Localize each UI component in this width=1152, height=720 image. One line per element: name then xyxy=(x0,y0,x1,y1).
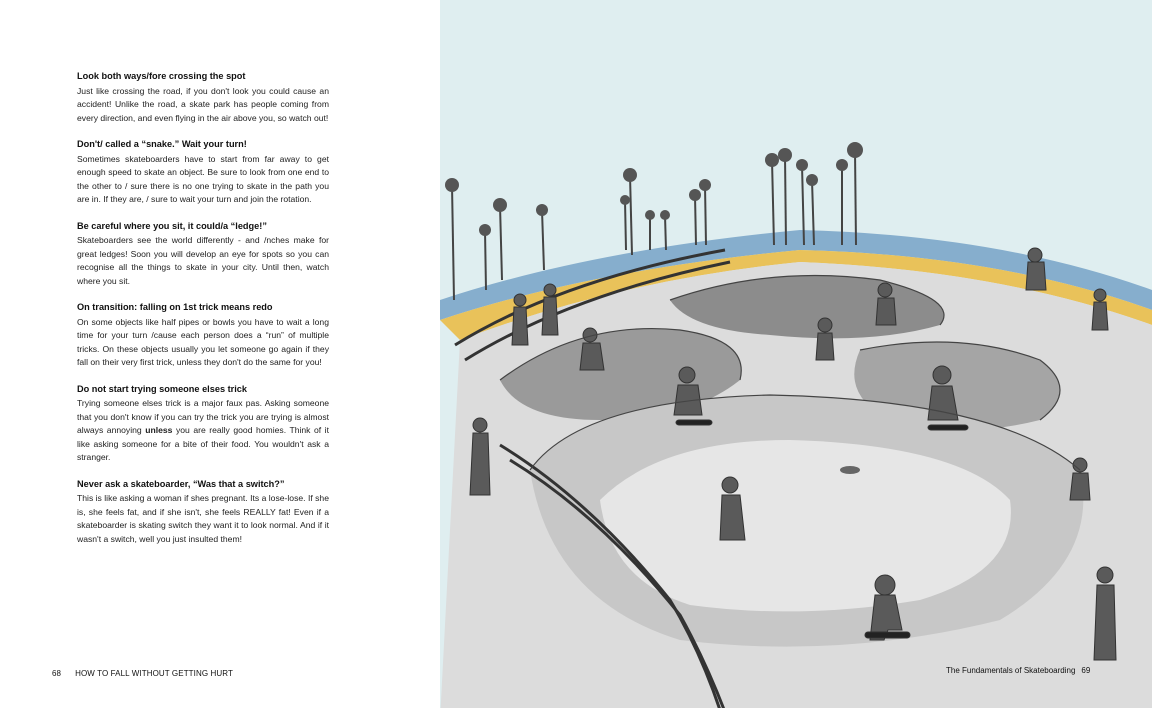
section-heading: Be careful where you sit, it could/a “ledge!” xyxy=(77,220,267,231)
page-number: 69 xyxy=(1081,666,1091,675)
skater-body xyxy=(720,495,745,540)
spectator-head xyxy=(544,284,556,296)
skater-head xyxy=(722,477,738,493)
bowl-drain xyxy=(840,466,860,474)
skater-body xyxy=(876,298,896,325)
body-text: you are really good homies. Think of it like asking someone for a bite of their food. You wouldn't ask a stranger. xyxy=(77,425,329,462)
section-ledge xyxy=(77,220,329,289)
right-page-footer xyxy=(946,666,1090,675)
section-heading: On transition: falling on 1st trick means redo xyxy=(77,302,273,312)
section-body: This is like asking a woman if shes pregnant. Its a lose-lose. If she is, she feels fat, and if she isn't, she feels REALLY fat! Even if a skateboarder is skating switch they want it to look normal. And if it wasn't a switch, well you just insulted them! xyxy=(77,493,329,544)
section-body: On some objects like half pipes or bowls you have to wait a long time for your turn /cause each person does a “run” of multiple tricks. On these objects usually you let someone go again if they fall on their very first trick, unless they don't do the same for you! xyxy=(77,316,329,367)
book-title: The Fundamentals of Skateboarding xyxy=(946,666,1076,675)
section-body: Skateboarders see the world differently - and /nches make for great ledges! Soon you will develop an eye for spots so you can recognise all the things to skate in your city. Until then, watch where you sit. xyxy=(77,235,329,286)
skater-body xyxy=(816,333,834,360)
skater-head xyxy=(818,318,832,332)
spectator-head xyxy=(514,294,526,306)
skater-body xyxy=(1070,473,1090,500)
bowl-main-inner xyxy=(600,440,1011,611)
skater-body xyxy=(1094,585,1116,660)
section-heading: Look both ways/fore crossing the spot xyxy=(77,71,246,81)
book-title: HOW TO FALL WITHOUT GETTING HURT xyxy=(75,669,233,678)
skater-head xyxy=(1028,248,1042,262)
section-snake xyxy=(77,138,329,207)
section-body xyxy=(77,397,329,465)
section-heading: Do not start trying someone elses trick xyxy=(77,383,248,394)
section-body: Sometimes skateboarders have to start from far away to get enough speed to skate an object. Be sure to look from one end to the other to / sure there is no one trying to skate in the path you are in. If they are, / sure to wait your turn and join the rotation. xyxy=(77,153,329,204)
spectator-body xyxy=(542,297,558,335)
spectator-body xyxy=(512,307,528,345)
skater-head xyxy=(933,366,951,384)
spectator-head xyxy=(1094,289,1106,301)
left-page-footer xyxy=(52,669,233,678)
skatepark-drawing xyxy=(440,0,1152,720)
section-transition xyxy=(77,301,329,370)
skater-body xyxy=(580,343,604,370)
skater-head xyxy=(875,575,895,595)
spectator-head xyxy=(473,418,487,432)
skater-head xyxy=(679,367,695,383)
skateboard xyxy=(865,632,910,638)
skater-head xyxy=(1097,567,1113,583)
skater-body xyxy=(1026,262,1046,290)
section-switch xyxy=(77,478,329,547)
section-look-both-ways xyxy=(77,70,329,125)
skateboard xyxy=(928,425,968,430)
skater-head xyxy=(878,283,892,297)
paper-edge xyxy=(440,708,1152,720)
skatepark-illustration xyxy=(440,0,1152,720)
page-number: 68 xyxy=(52,669,62,678)
section-someone-elses-trick xyxy=(77,383,329,465)
section-heading: Never ask a skateboarder, “Was that a switch?” xyxy=(77,478,285,489)
spectator-body xyxy=(1092,302,1108,330)
left-page xyxy=(0,0,440,720)
text-column xyxy=(77,70,329,559)
skateboard xyxy=(676,420,712,425)
body-text: Trying someone elses trick is a major faux pas. Asking someone that you don't know if you can try the trick you are trying is almost always annoying xyxy=(77,398,329,435)
emphasis-text: unless xyxy=(145,425,173,435)
spectator-body xyxy=(470,433,490,495)
section-body: Just like crossing the road, if you don't look you could cause an accident! Unlike the road, a skate park has people coming from every direction, and even flying in the air above you, so watch out! xyxy=(77,85,329,123)
section-heading: Don't/ called a “snake.” Wait your turn! xyxy=(77,139,247,149)
